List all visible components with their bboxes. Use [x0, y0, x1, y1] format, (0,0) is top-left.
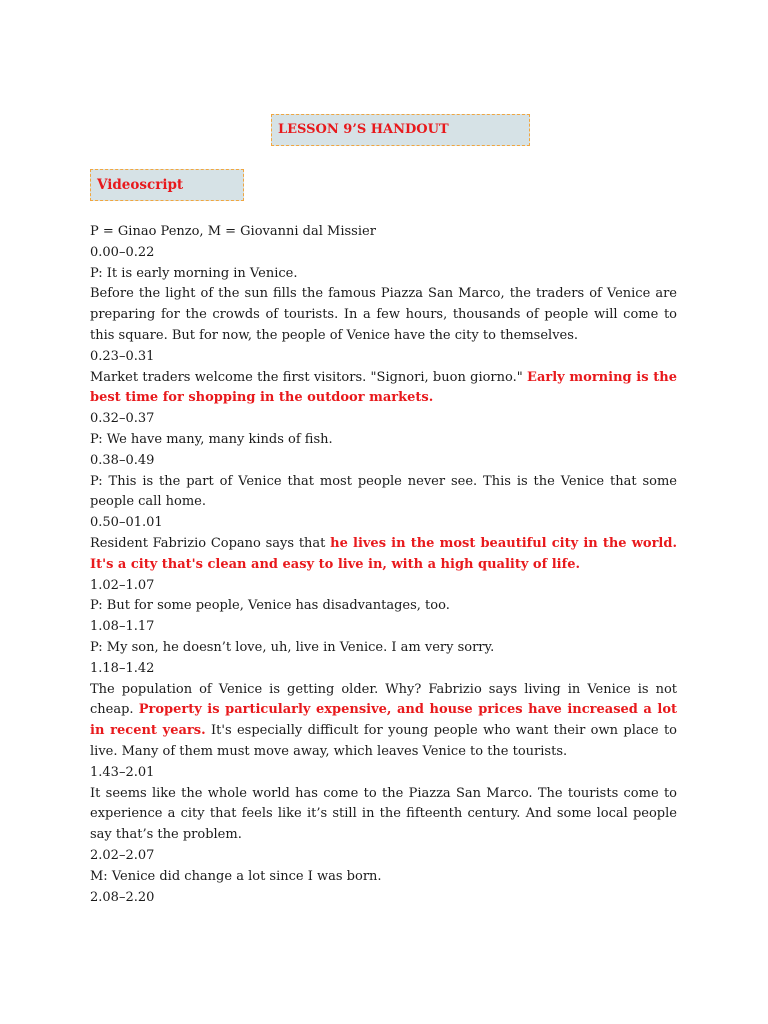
- handout-title: LESSON 9’S HANDOUT: [271, 114, 530, 146]
- timestamp: 1.43–2.01: [90, 764, 155, 780]
- timestamp: 1.18–1.42: [90, 660, 155, 676]
- transcript-text: P: It is early morning in Venice.: [90, 265, 298, 281]
- transcript-paragraph: [90, 472, 677, 514]
- speaker-key: P = Ginao Penzo, M = Giovanni dal Missier: [90, 224, 376, 239]
- transcript-text: P: This is the part of Venice that most people never see. This is the Venice that some people call home.: [90, 473, 677, 510]
- transcript-text: Before the light of the sun fills the famous Piazza San Marco, the traders of Venice are preparing for the crowds of tourists. In a few hours, thousands of people will come to this square. But for now, the people of Venice have the city to themselves.: [90, 286, 677, 343]
- highlighted-text: Early morning is the best time for shopping in the outdoor markets.: [90, 369, 677, 406]
- segment-list: [90, 243, 677, 909]
- transcript-paragraph: [90, 284, 677, 346]
- section-heading: Videoscript: [90, 169, 244, 201]
- timestamp: 2.02–2.07: [90, 847, 155, 863]
- highlighted-text: he lives in the most beautiful city in the world. It's a city that's clean and easy to live in, with a high quality of life.: [90, 535, 677, 572]
- transcript-text: Resident Fabrizio Copano says that: [90, 535, 331, 551]
- transcript-paragraph: [90, 430, 677, 451]
- transcript-paragraph: [90, 368, 677, 410]
- transcript-text: P: We have many, many kinds of fish.: [90, 431, 333, 447]
- highlighted-text: Property is particularly expensive, and house prices have increased a lot in recent years.: [90, 702, 677, 739]
- timestamp: 2.08–2.20: [90, 889, 155, 905]
- transcript-paragraph: [90, 596, 677, 617]
- videoscript-body: [90, 222, 677, 908]
- transcript-text: P: But for some people, Venice has disadvantages, too.: [90, 598, 450, 614]
- transcript-text: It seems like the whole world has come to the Piazza San Marco. The tourists come to experience a city that feels like it’s still in the fifteenth century. And some local people say that’s the problem.: [90, 785, 677, 843]
- transcript-paragraph: [90, 638, 677, 659]
- transcript-paragraph: [90, 867, 677, 888]
- timestamp: 0.38–0.49: [90, 452, 155, 468]
- transcript-text: P: My son, he doesn’t love, uh, live in Venice. I am very sorry.: [90, 639, 495, 655]
- timestamp: 0.32–0.37: [90, 411, 155, 427]
- transcript-paragraph: [90, 534, 677, 576]
- transcript-text: M: Venice did change a lot since I was born.: [90, 868, 382, 884]
- timestamp: 1.08–1.17: [90, 619, 155, 635]
- timestamp: 0.23–0.31: [90, 348, 155, 364]
- timestamp: 1.02–1.07: [90, 577, 155, 593]
- transcript-text: The population of Venice is getting older. Why? Fabrizio says living in Venice is not cheap.: [90, 681, 677, 718]
- transcript-text: Market traders welcome the first visitors. "Signori, buon giorno.": [90, 369, 528, 385]
- transcript-paragraph: [90, 680, 677, 763]
- transcript-paragraph: [90, 264, 677, 285]
- timestamp: 0.50–01.01: [90, 515, 163, 531]
- timestamp: 0.00–0.22: [90, 244, 155, 260]
- transcript-text: It's especially difficult for young people who want their own place to live. Many of them must move away, which leaves Venice to the tourists.: [90, 723, 677, 759]
- transcript-paragraph: [90, 784, 677, 846]
